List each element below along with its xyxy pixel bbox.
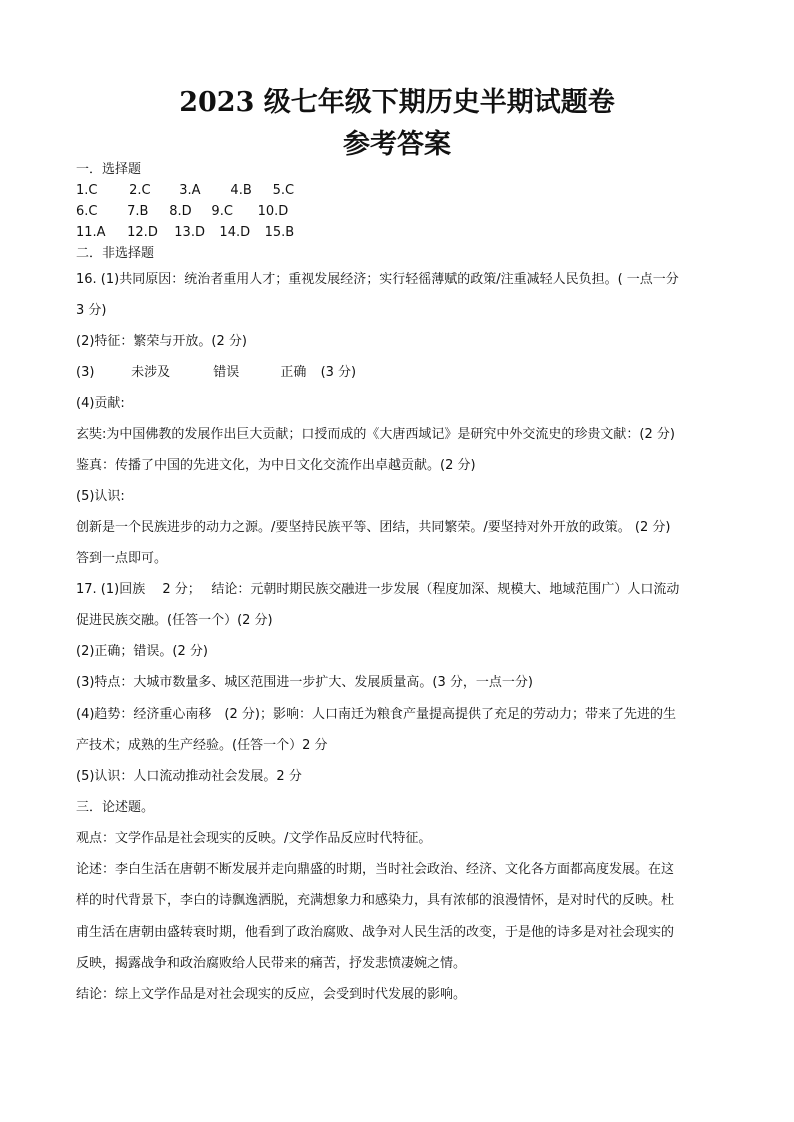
page-subtitle: 参考答案 [343, 129, 451, 160]
q17-part4: (4)趋势：经济重心南移 (2 分)；影响：人口南迁为粮食产量提高提供了充足的劳动力；带来了先进的生 [76, 707, 676, 722]
q16-part3-answer: 正确 [280, 365, 307, 380]
page-title: 2023 级七年级下期历史半期试题卷 [179, 87, 615, 118]
q17-part1-cont: 促进民族交融。(任答一个）(2 分) [76, 613, 273, 628]
q16-part3-label: (3) [76, 365, 95, 380]
answer-row [76, 183, 294, 199]
answer-item: 13.D [174, 225, 205, 240]
q17-part4-cont: 产技术；成熟的生产经验。(任答一个）2 分 [76, 738, 328, 753]
answer-item: 4.B [230, 183, 252, 198]
q17-part2: (2)正确；错误。(2 分) [76, 644, 208, 659]
conclusion: 结论：综上文学作品是对社会现实的反应，会受到时代发展的影响。 [76, 987, 467, 1002]
q16-part2: (2)特征：繁荣与开放。(2 分) [76, 334, 247, 349]
answer-item: 15.B [264, 225, 295, 240]
answer-item: 9.C [211, 204, 233, 219]
argument-line: 样的时代背景下，李白的诗飘逸洒脱，充满想象力和感染力，具有浓郁的浪漫情怀，是对时代的反映。杜 [76, 893, 675, 908]
q17-part3: (3)特点：大城市数量多、城区范围进一步扩大、发展质量高。(3 分，一点一分) [76, 675, 533, 690]
answer-item: 7.B [127, 204, 149, 219]
answer-item: 3.A [179, 183, 201, 198]
answer-item: 6.C [76, 204, 98, 219]
q16-part1: 16. (1)共同原因：统治者重用人才；重视发展经济；实行轻徭薄赋的政策/注重减轻人民负担。( 一点一分 [76, 272, 679, 287]
q16-part4: (4)贡献: [76, 396, 125, 411]
section3-heading: 三．论述题。 [76, 800, 155, 815]
answer-row [76, 204, 288, 220]
q17-part1: 17. (1)回族 2 分； 结论：元朝时期民族交融进一步发展（程度加深、规模大、地域范围广）人口流动 [76, 582, 680, 597]
argument-line: 反映，揭露战争和政治腐败给人民带来的痛苦，抒发悲愤凄婉之情。 [76, 956, 467, 971]
q17-part5: (5)认识：人口流动推动社会发展。2 分 [76, 769, 302, 784]
q16-part5: (5)认识: [76, 489, 125, 504]
q16-part3 [76, 365, 356, 381]
argument-line: 甫生活在唐朝由盛转衰时期，他看到了政治腐败、战争对人民生活的改变，于是他的诗多是对社会现实的 [76, 925, 675, 940]
q16-part5-note: 答到一点即可。 [76, 551, 168, 566]
q16-part1-cont: 3 分) [76, 303, 107, 318]
answer-item: 12.D [127, 225, 158, 240]
answer-item: 14.D [219, 225, 251, 240]
answer-item: 10.D [257, 204, 289, 219]
q16-part3-answer: 错误 [213, 365, 240, 380]
section2-heading: 二．非选择题 [76, 246, 155, 261]
q16-part4-jianzhen: 鉴真：传播了中国的先进文化，为中日文化交流作出卓越贡献。(2 分) [76, 458, 476, 473]
q16-part3-score: (3 分) [320, 365, 357, 380]
answer-item: 11.A [76, 225, 106, 240]
q16-part5-answer: 创新是一个民族进步的动力之源。/要坚持民族平等、团结，共同繁荣。/要坚持对外开放的政策。 (2 分) [76, 520, 671, 535]
viewpoint: 观点：文学作品是社会现实的反映。/文学作品反应时代特征。 [76, 831, 432, 846]
answer-item: 5.C [272, 183, 295, 198]
q16-part3-answer: 未涉及 [131, 365, 171, 380]
section1-heading: 一．选择题 [76, 162, 142, 177]
argument-line: 论述：李白生活在唐朝不断发展并走向鼎盛的时期，当时社会政治、经济、文化各方面都高度发展。在这 [76, 862, 675, 877]
answer-row [76, 225, 294, 241]
answer-item: 2.C [129, 183, 151, 198]
q16-part4-xuanzang: 玄奘:为中国佛教的发展作出巨大贡献；口授而成的《大唐西域记》是研究中外交流史的珍贵文献：(2 分) [76, 427, 675, 442]
answer-item: 1.C [76, 183, 98, 198]
answer-item: 8.D [169, 204, 192, 219]
